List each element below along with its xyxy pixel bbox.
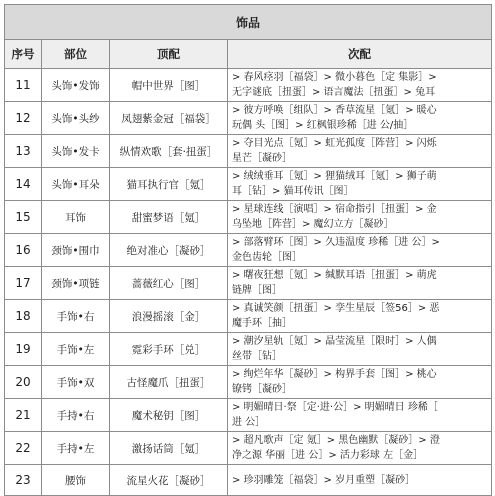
table-row <box>5 102 492 135</box>
secondary-choice-line: 乌坠地［阵营］> 魔幻立方［凝砂］ <box>232 219 394 230</box>
row-secondary-choice <box>228 234 492 267</box>
row-top-choice: 古怪魔爪［扭蛋］ <box>110 366 228 399</box>
row-part: 手饰•右 <box>42 300 110 333</box>
header-top-choice: 顶配 <box>110 40 228 69</box>
table-row <box>5 333 492 366</box>
secondary-choice-line: 净之源 华丽［进 公］> 活力彩球 左［金］ <box>232 450 424 461</box>
row-part: 手饰•左 <box>42 333 110 366</box>
row-number: 16 <box>5 234 42 267</box>
row-number: 17 <box>5 267 42 300</box>
row-number: 12 <box>5 102 42 135</box>
secondary-choice-line: > 春风痉羽［福袋］> 微小暮色［定 集影］> <box>232 72 437 83</box>
secondary-choice-line: 丝带［钻］ <box>232 351 282 362</box>
table-row <box>5 300 492 333</box>
row-top-choice: 激扬话筒［氪］ <box>110 432 228 465</box>
row-secondary-choice <box>228 69 492 102</box>
table-row <box>5 168 492 201</box>
row-secondary-choice <box>228 300 492 333</box>
table-row <box>5 267 492 300</box>
row-number: 18 <box>5 300 42 333</box>
row-secondary-choice <box>228 267 492 300</box>
row-top-choice: 甜蜜梦语［氪］ <box>110 201 228 234</box>
secondary-choice-line: 进 公］ <box>232 417 266 428</box>
table-row <box>5 465 492 496</box>
row-secondary-choice <box>228 168 492 201</box>
row-part: 头饰•头纱 <box>42 102 110 135</box>
row-top-choice: 流星火花［凝砂］ <box>110 465 228 496</box>
row-top-choice: 魔术秘钥［图］ <box>110 399 228 432</box>
row-number: 23 <box>5 465 42 496</box>
secondary-choice-line: 链牌［图］ <box>232 285 282 296</box>
row-number: 21 <box>5 399 42 432</box>
secondary-choice-line: > 绚烂年华［凝砂］> 构界手套［图］> 桃心 <box>232 369 437 380</box>
table-row <box>5 366 492 399</box>
row-number: 15 <box>5 201 42 234</box>
accessory-table-container <box>4 4 491 496</box>
row-secondary-choice <box>228 432 492 465</box>
table-row <box>5 201 492 234</box>
row-top-choice: 凤翅紫金冠［福袋］ <box>110 102 228 135</box>
table-row <box>5 234 492 267</box>
accessory-table <box>4 4 492 496</box>
secondary-choice-line: > 部落臂环［图］> 久违温度 珍稀［进 公］> <box>232 237 440 248</box>
header-part: 部位 <box>42 40 110 69</box>
row-top-choice: 浪漫摇滚［金］ <box>110 300 228 333</box>
table-row <box>5 399 492 432</box>
secondary-choice-line: 星芒［凝砂］ <box>232 153 292 164</box>
header-secondary-choice: 次配 <box>228 40 492 69</box>
row-part: 腰饰 <box>42 465 110 496</box>
secondary-choice-line: 玩偶 头［图］> 红枫银珍稀［进 公/抽］ <box>232 120 414 131</box>
row-part: 手持•左 <box>42 432 110 465</box>
row-secondary-choice <box>228 366 492 399</box>
row-part: 手持•右 <box>42 399 110 432</box>
secondary-choice-line: > 绒绒垂耳［氪］> 狸猫绒耳［氪］> 狮子萌 <box>232 171 437 182</box>
row-number: 11 <box>5 69 42 102</box>
secondary-choice-line: > 彼方呼唤［组队］> 香草流星［氪］> 暖心 <box>232 105 437 116</box>
row-secondary-choice <box>228 333 492 366</box>
row-part: 手饰•双 <box>42 366 110 399</box>
row-top-choice: 纵情欢歌［套·扭蛋］ <box>110 135 228 168</box>
row-part: 头饰•发饰 <box>42 69 110 102</box>
row-part: 头饰•耳朵 <box>42 168 110 201</box>
secondary-choice-line: 耳［钻］> 猫耳传讯［图］ <box>232 186 354 197</box>
secondary-choice-line: > 星球连线［演唱］> 宿命指引［扭蛋］> 金 <box>232 204 437 215</box>
secondary-choice-line: 镣铐［凝砂］ <box>232 384 292 395</box>
secondary-choice-line: > 潮汐星轨［氪］> 晶莹流星［限时］> 人偶 <box>232 336 437 347</box>
row-secondary-choice <box>228 102 492 135</box>
row-part: 耳饰 <box>42 201 110 234</box>
row-top-choice: 蔷薇红心［图］ <box>110 267 228 300</box>
row-top-choice: 帽中世界［图］ <box>110 69 228 102</box>
secondary-choice-line: > 夺目光点［氪］> 虹光孤度［阵营］> 闪烁 <box>232 138 437 149</box>
secondary-choice-line: > 曙夜狂想［氪］> 缄默耳语［扭蛋］> 萌虎 <box>232 270 437 281</box>
row-number: 19 <box>5 333 42 366</box>
header-number: 序号 <box>5 40 42 69</box>
row-secondary-choice <box>228 399 492 432</box>
secondary-choice-line: > 真诚笑颜［扭蛋］> 孪生星辰［签56］> 恶 <box>232 303 440 314</box>
row-number: 22 <box>5 432 42 465</box>
table-row <box>5 135 492 168</box>
secondary-choice-line: > 明媚晴日·祭［定·进·公］> 明媚晴日 珍稀［ <box>232 402 438 413</box>
table-row <box>5 69 492 102</box>
row-number: 20 <box>5 366 42 399</box>
secondary-choice-line: > 珍羽雕笼［福袋］> 岁月重塑［凝砂］ <box>232 474 416 486</box>
secondary-choice-line: 金色齿轮［图］ <box>232 252 302 263</box>
row-top-choice: 绝对准心［凝砂］ <box>110 234 228 267</box>
row-secondary-choice <box>228 135 492 168</box>
row-part: 头饰•发卡 <box>42 135 110 168</box>
table-title: 饰品 <box>5 5 492 40</box>
secondary-choice-line: 无字谜底［扭蛋］> 语言魔法［扭蛋］> 兔耳 <box>232 87 436 98</box>
secondary-choice-line: > 超凡歌声［定 氪］> 黑色幽默［凝砂］> 澄 <box>232 435 440 446</box>
row-top-choice: 霓彩手环［兑］ <box>110 333 228 366</box>
row-top-choice: 猫耳执行官［氪］ <box>110 168 228 201</box>
row-secondary-choice <box>228 201 492 234</box>
secondary-choice-line: 魔手环［抽］ <box>232 318 292 329</box>
row-number: 13 <box>5 135 42 168</box>
row-part: 颈饰•围巾 <box>42 234 110 267</box>
table-row <box>5 432 492 465</box>
row-secondary-choice <box>228 465 492 496</box>
row-part: 颈饰•项链 <box>42 267 110 300</box>
row-number: 14 <box>5 168 42 201</box>
